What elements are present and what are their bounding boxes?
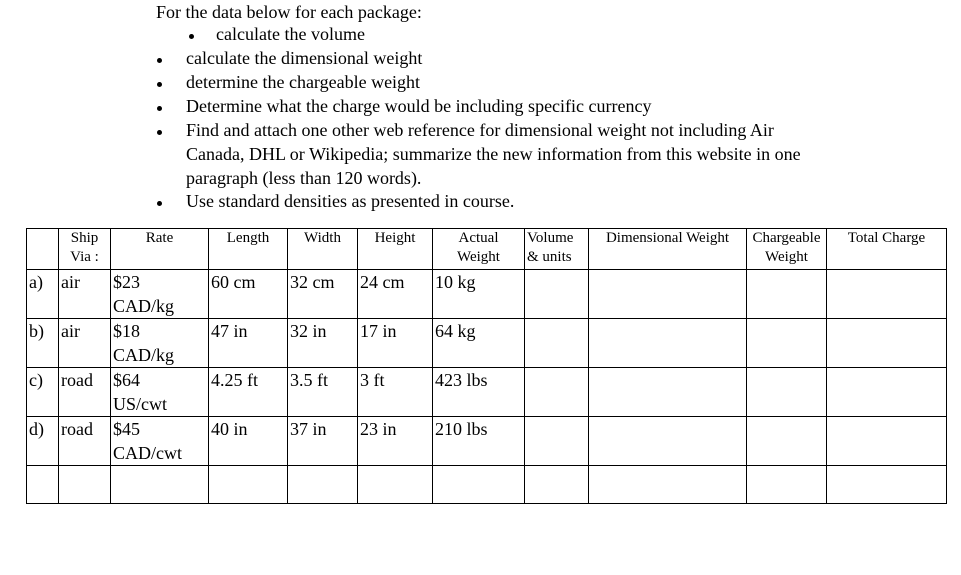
table-row: [27, 319, 947, 368]
table-row: [27, 270, 947, 319]
bullet-dot: [157, 106, 162, 111]
volume-cell[interactable]: [525, 270, 589, 319]
actual-weight: 10 kg: [433, 270, 525, 319]
empty-cell[interactable]: [827, 466, 947, 504]
header-label-cell: [27, 229, 59, 270]
ship-via: road: [59, 417, 111, 466]
height: 23 in: [358, 417, 433, 466]
rate: $23 CAD/kg: [111, 270, 209, 319]
package-table: [26, 228, 947, 504]
empty-cell[interactable]: [358, 466, 433, 504]
instructions-intro: For the data below for each package:: [156, 2, 422, 22]
bullet-charge: Determine what the charge would be including specific currency: [186, 96, 652, 116]
length: 60 cm: [209, 270, 288, 319]
length: 47 in: [209, 319, 288, 368]
rate: $64 US/cwt: [111, 368, 209, 417]
table-row: [27, 417, 947, 466]
header-chargeable-weight: Chargeable Weight: [747, 229, 827, 270]
empty-cell[interactable]: [288, 466, 358, 504]
row-label: c): [27, 368, 59, 417]
total-charge-cell[interactable]: [827, 270, 947, 319]
bullet-dim-weight: calculate the dimensional weight: [186, 48, 423, 68]
bullet-web-ref-line1: Find and attach one other web reference for dimensional weight not including Air: [186, 120, 774, 140]
empty-cell[interactable]: [209, 466, 288, 504]
table-header-row: [27, 229, 947, 270]
header-ship-via: Ship Via :: [59, 229, 111, 270]
chargeable-weight-cell[interactable]: [747, 319, 827, 368]
chargeable-weight-cell[interactable]: [747, 417, 827, 466]
dimensional-weight-cell[interactable]: [589, 319, 747, 368]
volume-cell[interactable]: [525, 368, 589, 417]
actual-weight: 64 kg: [433, 319, 525, 368]
header-volume: Volume & units: [525, 229, 589, 270]
chargeable-weight-cell[interactable]: [747, 368, 827, 417]
empty-cell[interactable]: [27, 466, 59, 504]
dimensional-weight-cell[interactable]: [589, 270, 747, 319]
length: 4.25 ft: [209, 368, 288, 417]
ship-via: road: [59, 368, 111, 417]
bullet-web-ref-line2: Canada, DHL or Wikipedia; summarize the new information from this website in one: [186, 144, 801, 164]
dimensional-weight-cell[interactable]: [589, 368, 747, 417]
header-dimensional-weight: Dimensional Weight: [589, 229, 747, 270]
header-height: Height: [358, 229, 433, 270]
volume-cell[interactable]: [525, 319, 589, 368]
total-charge-cell[interactable]: [827, 417, 947, 466]
actual-weight: 423 lbs: [433, 368, 525, 417]
rate: $45 CAD/cwt: [111, 417, 209, 466]
bullet-dot: [157, 82, 162, 87]
height: 17 in: [358, 319, 433, 368]
bullet-volume: calculate the volume: [216, 24, 365, 44]
rate: $18 CAD/kg: [111, 319, 209, 368]
bullet-densities: Use standard densities as presented in course.: [186, 191, 515, 211]
empty-cell[interactable]: [525, 466, 589, 504]
width: 37 in: [288, 417, 358, 466]
empty-cell[interactable]: [747, 466, 827, 504]
table-row: [27, 368, 947, 417]
chargeable-weight-cell[interactable]: [747, 270, 827, 319]
ship-via: air: [59, 319, 111, 368]
bullet-web-ref-line3: paragraph (less than 120 words).: [186, 168, 422, 188]
row-label: d): [27, 417, 59, 466]
bullet-dot: [157, 58, 162, 63]
empty-cell[interactable]: [111, 466, 209, 504]
empty-cell[interactable]: [589, 466, 747, 504]
width: 3.5 ft: [288, 368, 358, 417]
header-actual-weight: Actual Weight: [433, 229, 525, 270]
length: 40 in: [209, 417, 288, 466]
row-label: a): [27, 270, 59, 319]
bullet-dot: [157, 130, 162, 135]
header-rate: Rate: [111, 229, 209, 270]
total-charge-cell[interactable]: [827, 368, 947, 417]
actual-weight: 210 lbs: [433, 417, 525, 466]
ship-via: air: [59, 270, 111, 319]
height: 3 ft: [358, 368, 433, 417]
header-total-charge: Total Charge: [827, 229, 947, 270]
total-charge-cell[interactable]: [827, 319, 947, 368]
header-width: Width: [288, 229, 358, 270]
dimensional-weight-cell[interactable]: [589, 417, 747, 466]
table-row-empty: [27, 466, 947, 504]
height: 24 cm: [358, 270, 433, 319]
empty-cell[interactable]: [59, 466, 111, 504]
volume-cell[interactable]: [525, 417, 589, 466]
header-length: Length: [209, 229, 288, 270]
empty-cell[interactable]: [433, 466, 525, 504]
width: 32 cm: [288, 270, 358, 319]
bullet-chargeable: determine the chargeable weight: [186, 72, 421, 92]
row-label: b): [27, 319, 59, 368]
bullet-dot: [189, 34, 194, 39]
width: 32 in: [288, 319, 358, 368]
bullet-dot: [157, 201, 162, 206]
